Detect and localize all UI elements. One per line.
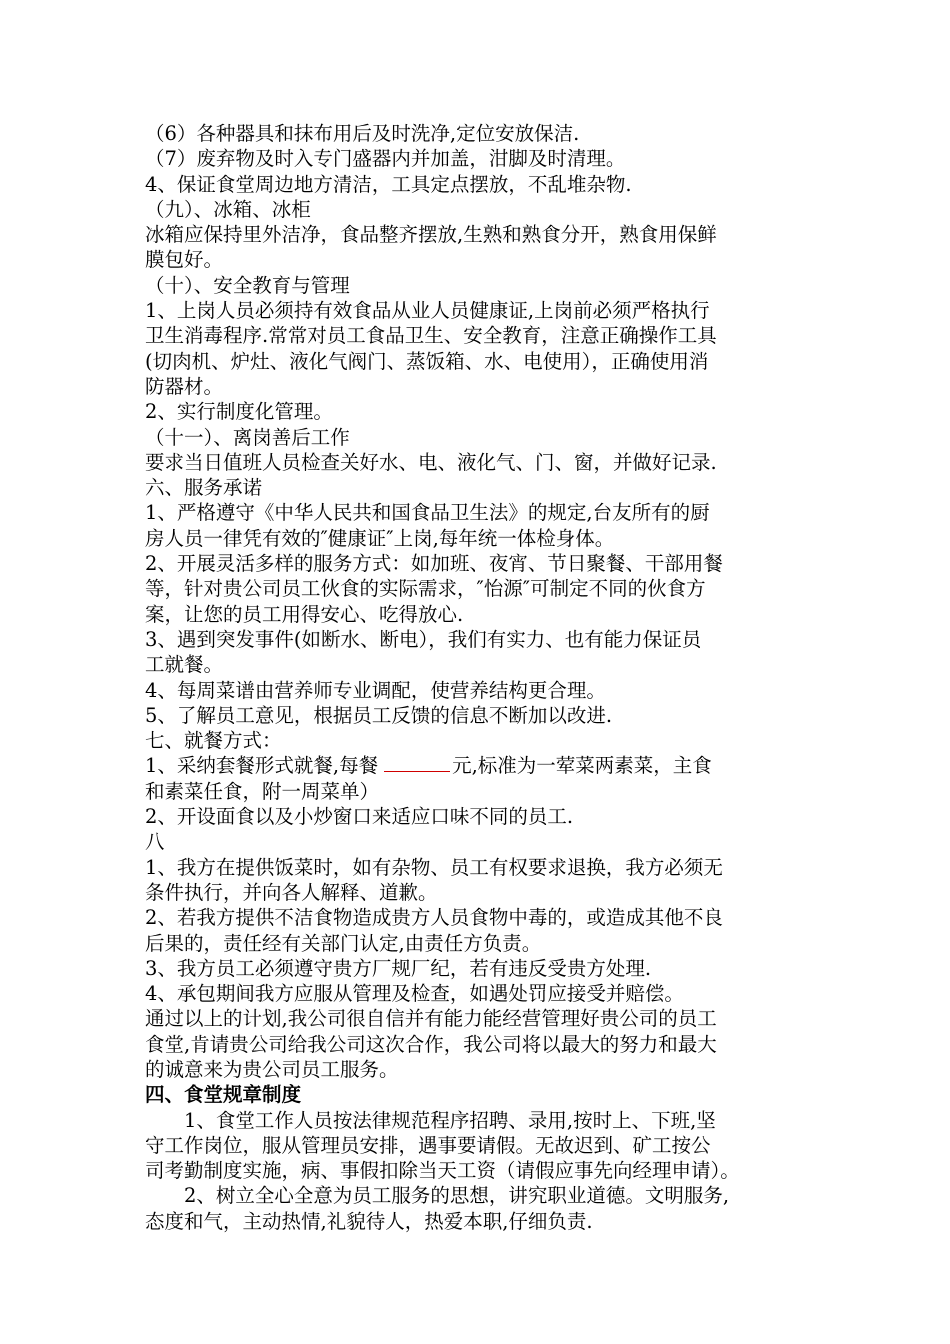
text-line: 2、开展灵活多样的服务方式：如加班、夜宵、节日聚餐、干部用餐 [145,552,723,576]
text-line: 1、上岗人员必须持有效食品从业人员健康证,上岗前必须严格执行 [145,299,710,323]
text-line: 司考勤制度实施，病、事假扣除当天工资（请假应事先向经理申请）。 [145,1159,740,1183]
text-line: 3、我方员工必须遵守贵方厂规厂纪，若有违反受贵方处理. [145,956,652,980]
text-line: 态度和气，主动热情,礼貌待人，热爱本职,仔细负责. [145,1209,593,1233]
text-line: 七、就餐方式： [145,729,282,753]
text-line: 等，针对贵公司员工伙食的实际需求，″怡源″可制定不同的伙食方 [145,577,706,601]
text-line: 冰箱应保持里外洁净，食品整齐摆放,生熟和熟食分开，熟食用保鲜 [145,223,717,247]
document-page [145,121,813,1234]
text-line: 3、遇到突发事件(如断水、断电），我们有实力、也有能力保证员 [145,627,702,651]
text-line: 4、承包期间我方应服从管理及检查，如遇处罚应接受并赔偿。 [145,982,684,1006]
text-line: 后果的，责任经有关部门认定,由责任方负责。 [145,931,542,955]
text-line: 1、严格遵守《中华人民共和国食品卫生法》的规定,台友所有的厨 [145,501,710,525]
text-before-blank: 1、采纳套餐形式就餐,每餐 [145,754,379,778]
text-line: 食堂,肯请贵公司给我公司这次合作，我公司将以最大的努力和最大 [145,1032,717,1056]
text-line: 六、服务承诺 [145,476,263,500]
text-line: （九）、冰箱、冰柜 [145,197,311,221]
text-line: 工就餐。 [145,653,224,677]
text-line: （6）各种器具和抹布用后及时洗净,定位安放保洁. [145,122,580,145]
document-body [145,121,813,1082]
text-line: 条件执行，并向各人解释、道歉。 [145,880,438,904]
text-line: 卫生消毒程序.常常对员工食品卫生、安全教育，注意正确操作工具 [145,324,717,348]
text-line: 防器材。 [145,374,224,398]
text-line: 通过以上的计划,我公司很自信并有能力能经营管理好贵公司的员工 [145,1007,717,1031]
text-line: 和素菜任食，附一周菜单） [145,779,380,803]
text-line: 的诚意来为贵公司员工服务。 [145,1057,399,1081]
text-line: 2、实行制度化管理。 [145,400,333,424]
text-line: 2、树立全心全意为员工服务的思想，讲究职业道德。文明服务, [145,1184,730,1208]
text-line: 1、食堂工作人员按法律规范程序招聘、录用,按时上、下班,坚 [145,1108,716,1132]
text-line: (切肉机、炉灶、液化气阀门、蒸饭箱、水、电使用），正确使用消 [145,349,709,373]
text-line: 守工作岗位，服从管理员安排，遇事要请假。无故迟到、矿工按公 [145,1133,711,1157]
text-line: 4、保证食堂周边地方清洁，工具定点摆放，不乱堆杂物. [145,172,632,196]
text-line: 5、了解员工意见，根据员工反馈的信息不断加以改进. [145,703,613,727]
text-line: 2、若我方提供不洁食物造成贵方人员食物中毒的，或造成其他不良 [145,906,723,930]
text-line: （7）废弃物及时入专门盛器内并加盖，泔脚及时清理。 [145,147,626,171]
text-line: 2、开设面食以及小炒窗口来适应口味不同的员工. [145,805,574,829]
section-heading: 四、食堂规章制度 [145,1083,302,1107]
price-blank-underline [384,753,450,772]
text-after-blank: 元,标准为一荤菜两素菜，主食 [452,754,712,778]
text-line: （十一）、离岗善后工作 [145,425,350,449]
text-line: 房人员一律凭有效的″健康证″上岗,每年统一体检身体。 [145,526,615,550]
text-line: 1、我方在提供饭菜时，如有杂物、员工有权要求退换，我方必须无 [145,855,723,879]
text-line: 膜包好。 [145,248,224,272]
section-body [145,1108,813,1234]
fill-in-line [145,753,813,778]
text-line: （十）、安全教育与管理 [145,273,350,297]
text-line: 八 [145,830,165,854]
text-line: 4、每周菜谱由营养师专业调配，使营养结构更合理。 [145,678,606,702]
text-line: 案，让您的员工用得安心、吃得放心. [145,602,464,626]
text-line: 要求当日值班人员检查关好水、电、液化气、门、窗，并做好记录. [145,450,717,474]
